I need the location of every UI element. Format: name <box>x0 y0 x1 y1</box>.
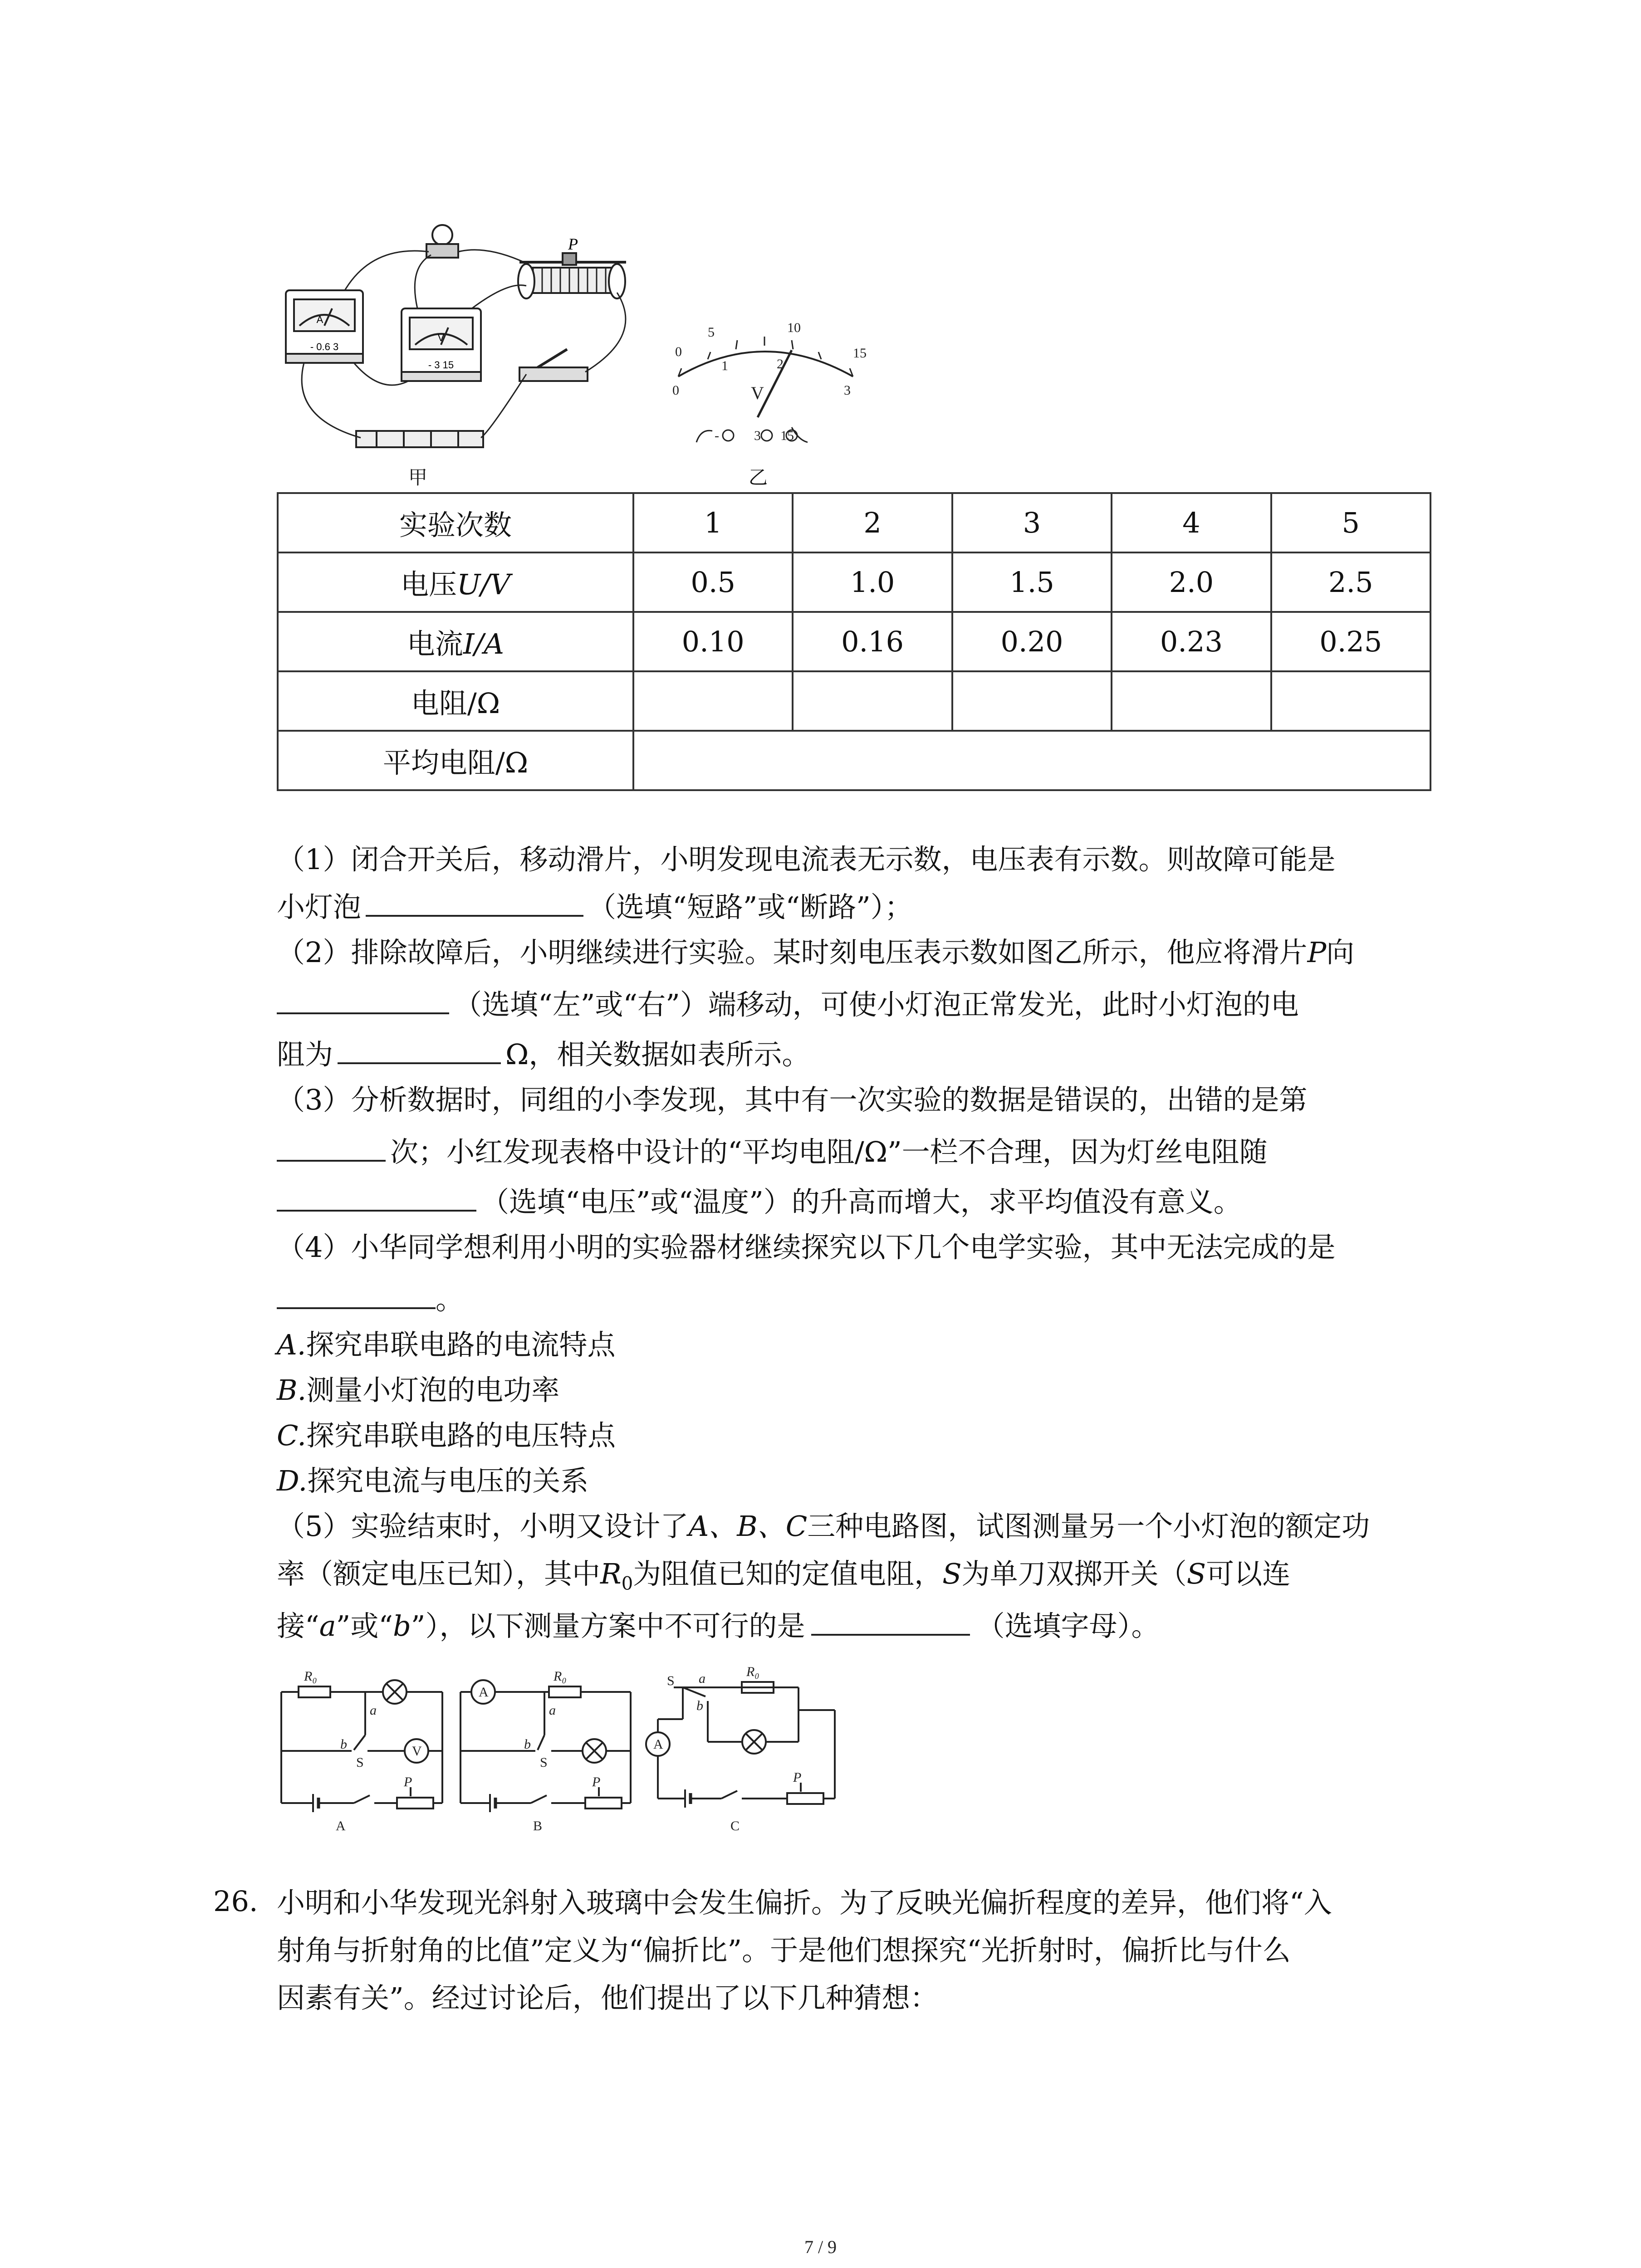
dial-terminal-minus: - <box>715 428 719 443</box>
circuit-b-slider-p: P <box>592 1774 601 1789</box>
table-header-avg-resistance: 平均电阻/Ω <box>278 731 633 790</box>
table-row-voltage <box>278 552 1430 612</box>
voltage-unit: U/V <box>457 568 510 601</box>
table-header-resistance: 电阻/Ω <box>278 671 633 731</box>
q26-number: 26. <box>213 1885 258 1918</box>
dial-top-15: 15 <box>853 346 867 361</box>
voltage-cell: 2.5 <box>1271 552 1430 612</box>
q5-s: S <box>942 1557 962 1590</box>
circuit-c-switch-s: S <box>667 1673 675 1688</box>
q5-line3 <box>277 1606 1160 1644</box>
voltmeter-letter: V <box>437 332 445 343</box>
circuit-a-switch-s: S <box>356 1755 364 1770</box>
figure-jia-apparatus <box>272 218 671 481</box>
dial-bottom-1: 1 <box>721 358 728 373</box>
q26-line2: 射角与折射角的比值”定义为“偏折比”。于是他们想探究“光折射时，偏折比与什么 <box>277 1934 1291 1967</box>
trial-cell: 5 <box>1271 493 1430 552</box>
q1-text-a: 小灯泡 <box>277 890 362 924</box>
dial-top-10: 10 <box>787 320 801 335</box>
q1-line2 <box>277 887 913 925</box>
table-header-voltage <box>278 552 633 612</box>
option-c <box>277 1418 616 1454</box>
dial-top-5: 5 <box>708 325 715 340</box>
circuit-a-slider-p: P <box>404 1774 412 1789</box>
q1-line1: （1）闭合开关后，移动滑片，小明发现电流表无示数，电压表有示数。则故障可能是 <box>277 843 1336 876</box>
q4-line1: （4）小华同学想利用小明的实验器材继续探究以下几个电学实验，其中无法完成的是 <box>277 1231 1336 1264</box>
current-label: 电流 <box>407 627 463 660</box>
q5-a: a <box>319 1609 336 1642</box>
table-row-avg-resistance <box>278 731 1430 790</box>
q5-text-c4: （选填字母）。 <box>976 1609 1160 1642</box>
circuit-diagrams <box>272 1660 862 1833</box>
q2-line1 <box>277 934 1354 971</box>
q3-line1: （3）分析数据时，同组的小李发现，其中有一次实验的数据是错误的，出错的是第 <box>277 1083 1308 1116</box>
circuit-c-label: C <box>730 1818 740 1833</box>
circuit-a-voltmeter: V <box>412 1744 422 1759</box>
q2-answer-blank-direction[interactable] <box>277 984 449 1014</box>
resistance-cell <box>633 671 793 731</box>
voltage-cell: 2.0 <box>1112 552 1271 612</box>
circuit-c-terminal-a: a <box>699 1671 705 1686</box>
circuit-b-label: B <box>533 1818 543 1833</box>
dial-terminal-15: 15 <box>780 428 794 443</box>
q26-line1: 小明和小华发现光斜射入玻璃中会发生偏折。为了反映光偏折程度的差异，他们将“入 <box>277 1886 1332 1919</box>
voltage-cell: 1.0 <box>793 552 952 612</box>
dial-bottom-2: 2 <box>777 357 784 371</box>
q3-text-b: 次；小红发现表格中设计的“平均电阻/Ω”一栏不合理，因为灯丝电阻随 <box>390 1135 1268 1168</box>
q5-text-a1: （5）实验结束时，小明又设计了 <box>277 1510 689 1543</box>
q2-text-a-end: 向 <box>1326 936 1355 969</box>
voltmeter-terminals: - 3 15 <box>428 359 454 371</box>
current-cell: 0.23 <box>1112 612 1271 671</box>
ammeter-terminals: - 0.6 3 <box>310 341 339 352</box>
q5-line1 <box>277 1508 1370 1545</box>
q5-text-b4: 可以连 <box>1206 1557 1291 1590</box>
option-letter: D. <box>277 1464 308 1497</box>
resistance-cell <box>1271 671 1430 731</box>
page-number: 7 / 9 <box>804 2237 837 2257</box>
table-row-resistance <box>278 671 1430 731</box>
resistance-cell <box>952 671 1112 731</box>
option-letter: A. <box>277 1328 306 1361</box>
circuit-a-terminal-b: b <box>340 1737 347 1752</box>
q5-text-b3: 为单刀双掷开关（ <box>961 1557 1187 1590</box>
circuit-c-slider-p: P <box>793 1770 802 1785</box>
option-text: 探究电流与电压的关系 <box>307 1464 589 1497</box>
current-unit: I/A <box>463 627 505 660</box>
q2-line3 <box>277 1034 810 1073</box>
table-header-trials: 实验次数 <box>278 493 633 552</box>
circuit-b-switch-s: S <box>540 1755 548 1770</box>
q4-line2 <box>277 1279 464 1318</box>
q5-text-b2: 为阻值已知的定值电阻， <box>633 1557 943 1590</box>
q5-abc: A、B、C <box>688 1510 808 1543</box>
q5-r0-sub: 0 <box>621 1573 633 1594</box>
current-cell: 0.20 <box>952 612 1112 671</box>
circuit-b-terminal-b: b <box>524 1737 531 1752</box>
current-cell: 0.10 <box>633 612 793 671</box>
dial-terminal-3: 3 <box>754 428 761 443</box>
table-header-current <box>278 612 633 671</box>
table-row-current <box>278 612 1430 671</box>
q3-answer-blank-trial[interactable] <box>277 1132 386 1162</box>
option-d <box>277 1463 588 1499</box>
q5-text-c3: ”），以下测量方案中不可行的是 <box>411 1609 805 1642</box>
circuit-a-r0: R₀ <box>304 1669 317 1684</box>
q5-text-a2: 三种电路图，试图测量另一个小灯泡的额定功 <box>807 1510 1370 1543</box>
q2-line2 <box>277 984 1299 1023</box>
q2-text-c2: Ω，相关数据如表所示。 <box>505 1038 810 1071</box>
slider-p-label: P <box>568 235 578 253</box>
q1-answer-blank[interactable] <box>366 887 583 917</box>
q2-text-a: （2）排除故障后，小明继续进行实验。某时刻电压表示数如图乙所示，他应将滑片 <box>277 936 1308 969</box>
figure-jia-label: 甲 <box>408 466 428 489</box>
circuit-c-ammeter: A <box>653 1737 663 1752</box>
q26-line3: 因素有关”。经过讨论后，他们提出了以下几种猜想： <box>277 1981 938 2014</box>
current-cell: 0.25 <box>1271 612 1430 671</box>
q5-r0: R <box>600 1557 622 1590</box>
q4-text-b: 。 <box>436 1283 464 1316</box>
q4-answer-blank[interactable] <box>277 1279 436 1309</box>
q3-line3 <box>277 1182 1242 1220</box>
figure-yi-voltmeter-dial <box>635 308 889 458</box>
resistance-cell <box>1112 671 1271 731</box>
data-table <box>277 492 1431 791</box>
voltage-cell: 0.5 <box>633 552 793 612</box>
q5-s2: S <box>1186 1557 1206 1590</box>
current-cell: 0.16 <box>793 612 952 671</box>
option-a <box>277 1327 616 1363</box>
option-text: 探究串联电路的电压特点 <box>306 1419 616 1452</box>
circuit-c-terminal-b: b <box>696 1698 703 1713</box>
q5-line2 <box>277 1556 1290 1602</box>
dial-unit: V <box>751 383 764 403</box>
trial-cell: 3 <box>952 493 1112 552</box>
table-row-trials <box>278 493 1430 552</box>
circuit-a-terminal-a: a <box>370 1703 377 1718</box>
q3-text-c: （选填“电压”或“温度”）的升高而增大，求平均值没有意义。 <box>481 1185 1242 1218</box>
avg-resistance-cell <box>633 731 1430 790</box>
option-letter: B. <box>277 1374 307 1407</box>
circuit-b-ammeter: A <box>479 1685 489 1700</box>
q5-text-b1: 率（额定电压已知），其中 <box>277 1557 601 1590</box>
q5-b: b <box>393 1609 411 1642</box>
circuit-c <box>646 1682 835 1808</box>
option-b <box>277 1372 559 1408</box>
q2-answer-blank-resistance[interactable] <box>338 1034 501 1064</box>
q3-answer-blank-cause[interactable] <box>277 1182 476 1212</box>
dial-bottom-0: 0 <box>672 383 679 398</box>
q2-text-b: （选填“左”或“右”）端移动，可使小灯泡正常发光，此时小灯泡的电 <box>454 988 1299 1021</box>
trial-cell: 2 <box>793 493 952 552</box>
dial-top-zero: 0 <box>675 344 682 359</box>
circuit-c-r0: R₀ <box>746 1664 759 1679</box>
circuit-a-label: A <box>336 1818 346 1833</box>
trial-cell: 1 <box>633 493 793 552</box>
q1-text-b: （选填“短路”或“断路”）； <box>588 890 913 924</box>
option-letter: C. <box>277 1419 306 1452</box>
ammeter-letter: A <box>316 314 323 325</box>
dial-bottom-3: 3 <box>844 383 851 398</box>
option-text: 探究串联电路的电流特点 <box>306 1328 616 1361</box>
option-text: 测量小灯泡的电功率 <box>306 1374 560 1407</box>
q5-text-c2: ”或“ <box>336 1609 393 1642</box>
figure-yi-label: 乙 <box>749 466 768 489</box>
trial-cell: 4 <box>1112 493 1271 552</box>
resistance-cell <box>793 671 952 731</box>
q3-line2 <box>277 1132 1268 1170</box>
q5-answer-blank[interactable] <box>811 1606 970 1636</box>
circuit-b-r0: R₀ <box>554 1669 567 1684</box>
voltage-cell: 1.5 <box>952 552 1112 612</box>
circuit-b-terminal-a: a <box>549 1703 556 1718</box>
circuit-b <box>460 1680 631 1812</box>
voltage-label: 电压 <box>401 568 457 601</box>
q2-text-c1: 阻为 <box>277 1038 333 1071</box>
q2-var-p: P <box>1307 936 1327 969</box>
q5-text-c1: 接“ <box>277 1609 319 1642</box>
